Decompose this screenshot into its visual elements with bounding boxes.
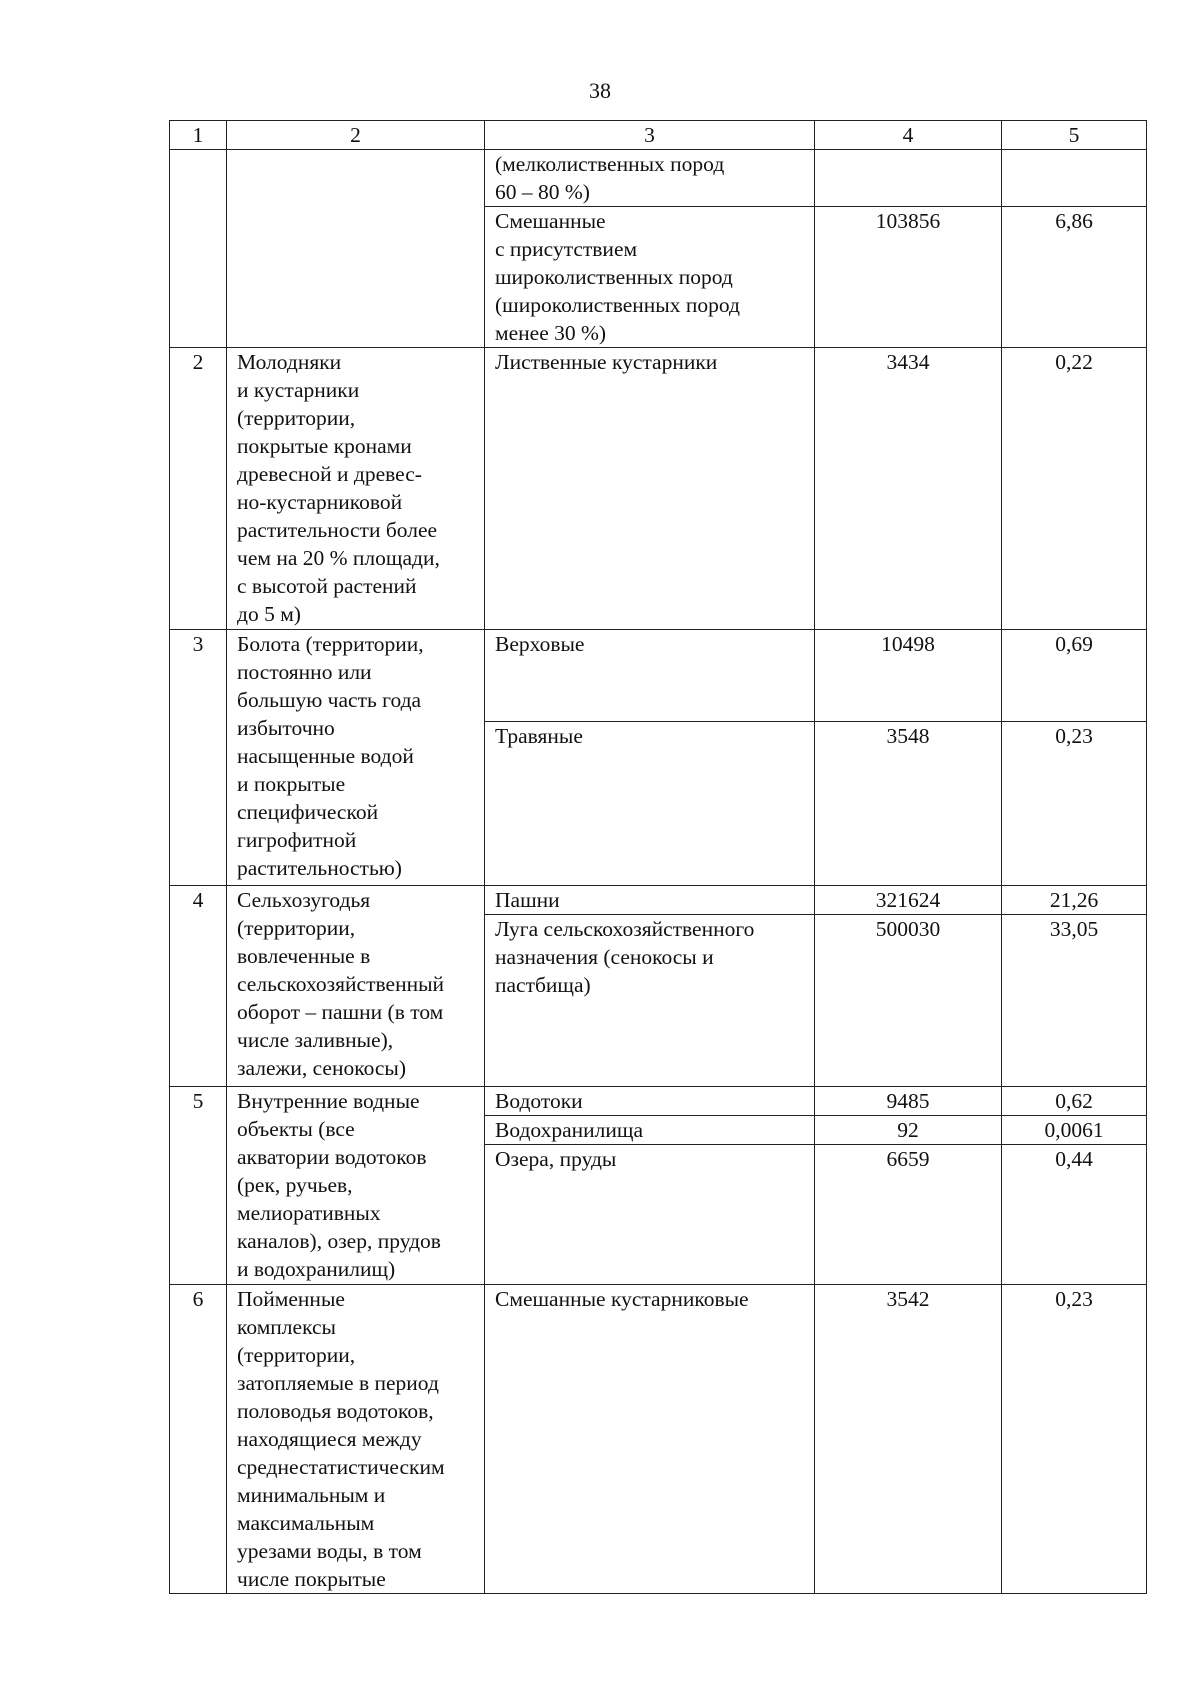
percent-value: 0,23: [1055, 724, 1093, 748]
category-text: Сельхозугодья (территории, вовлеченные в сельскохозяйственный оборот – пашни (в том числе заливные), залежи, сенокосы): [237, 888, 445, 1080]
percent-cell: [1002, 886, 1147, 915]
percent-value: 0,69: [1055, 632, 1093, 656]
percent-cell: [1002, 348, 1147, 630]
subtype-cell: [485, 348, 815, 630]
area-cell: [815, 1087, 1002, 1116]
percent-value: 33,05: [1049, 917, 1099, 941]
table-row: [170, 1285, 1147, 1594]
area-value: 103856: [875, 209, 941, 233]
subtype-text: Смешанные кустарниковые: [495, 1287, 749, 1311]
column-header: 5: [1002, 121, 1147, 150]
land-cover-table: [169, 120, 1147, 1594]
area-value: 321624: [875, 888, 941, 912]
subtype-text: Водохранилища: [495, 1118, 644, 1142]
percent-cell: [1002, 630, 1147, 722]
percent-cell: [1002, 915, 1147, 1087]
category-text: Пойменные комплексы (территории, затопляемые в период половодья водотоков, находящиеся между среднестатистическим минимальным и максимальным урезами воды, в том числе покрытые: [237, 1287, 445, 1591]
percent-cell: [1002, 1116, 1147, 1145]
percent-cell: [1002, 1145, 1147, 1285]
table-row: [170, 150, 1147, 207]
percent-value: 0,23: [1055, 1287, 1093, 1311]
area-cell: [815, 207, 1002, 348]
subtype-text: Травяные: [495, 724, 583, 748]
row-number-cell: 4: [170, 886, 227, 1087]
subtype-text: Водотоки: [495, 1089, 583, 1113]
subtype-cell: [485, 1285, 815, 1594]
category-cell: [227, 630, 485, 886]
category-cell: [227, 1087, 485, 1285]
subtype-cell: [485, 915, 815, 1087]
area-cell: [815, 1116, 1002, 1145]
percent-cell: [1002, 722, 1147, 886]
category-cell: [227, 348, 485, 630]
area-value: 500030: [875, 917, 941, 941]
area-cell: [815, 630, 1002, 722]
area-value: 92: [897, 1118, 919, 1142]
table-row: [170, 348, 1147, 630]
page-number: 38: [589, 78, 611, 103]
subtype-text: Пашни: [495, 888, 560, 912]
table-row: [170, 886, 1147, 915]
table-row: [170, 630, 1147, 722]
percent-value: 21,26: [1049, 888, 1099, 912]
subtype-text: Луга сельскохозяйственного назначения (сенокосы и пастбища): [495, 917, 755, 997]
percent-value: 0,44: [1055, 1147, 1093, 1171]
subtype-cell: [485, 207, 815, 348]
area-cell: [815, 915, 1002, 1087]
subtype-cell: [485, 722, 815, 886]
category-cell: [227, 150, 485, 348]
percent-cell: [1002, 207, 1147, 348]
category-cell: [227, 886, 485, 1087]
column-header: 2: [227, 121, 485, 150]
subtype-text: Лиственные кустарники: [495, 350, 718, 374]
subtype-text: (мелколиственных пород 60 – 80 %): [495, 152, 725, 204]
area-value: 3434: [886, 350, 930, 374]
area-cell: [815, 1145, 1002, 1285]
subtype-cell: [485, 1116, 815, 1145]
column-header: 1: [170, 121, 227, 150]
percent-cell: [1002, 1285, 1147, 1594]
percent-value: 0,62: [1055, 1089, 1093, 1113]
percent-cell: [1002, 1087, 1147, 1116]
subtype-text: Смешанные с присутствием широколиственных пород (широколиственных пород менее 30 %): [495, 209, 740, 345]
row-number-cell: 5: [170, 1087, 227, 1285]
row-number-cell: 6: [170, 1285, 227, 1594]
percent-value: 6,86: [1055, 209, 1093, 233]
column-header: 3: [485, 121, 815, 150]
category-text: Болота (территории, постоянно или большую часть года избыточно насыщенные водой и покрытые специфической гигрофитной растительностью): [237, 632, 424, 880]
column-header: 4: [815, 121, 1002, 150]
area-cell: [815, 886, 1002, 915]
percent-value: 0,0061: [1044, 1118, 1104, 1142]
area-cell: [815, 150, 1002, 207]
subtype-cell: [485, 630, 815, 722]
area-value: 9485: [886, 1089, 930, 1113]
area-cell: [815, 722, 1002, 886]
area-value: 10498: [881, 632, 935, 656]
category-text: Молодняки и кустарники (территории, покрытые кронами древесной и древес- но-кустарниковой растительности более чем на 20 % площади, с высотой растений до 5 м): [237, 350, 440, 626]
subtype-cell: [485, 886, 815, 915]
category-text: Внутренние водные объекты (все акватории водотоков (рек, ручьев, мелиоративных каналов), озер, прудов и водохранилищ): [237, 1089, 441, 1281]
area-cell: [815, 1285, 1002, 1594]
area-value: 6659: [886, 1147, 930, 1171]
table-row: [170, 1087, 1147, 1116]
category-cell: [227, 1285, 485, 1594]
area-value: 3542: [886, 1287, 930, 1311]
subtype-text: Верховые: [495, 632, 585, 656]
subtype-text: Озера, пруды: [495, 1147, 617, 1171]
subtype-cell: [485, 1087, 815, 1116]
row-number-cell: 3: [170, 630, 227, 886]
row-number-cell: 2: [170, 348, 227, 630]
area-cell: [815, 348, 1002, 630]
subtype-cell: [485, 150, 815, 207]
subtype-cell: [485, 1145, 815, 1285]
row-number-cell: [170, 150, 227, 348]
area-value: 3548: [886, 724, 930, 748]
percent-cell: [1002, 150, 1147, 207]
percent-value: 0,22: [1055, 350, 1093, 374]
header-row: [170, 121, 1147, 150]
